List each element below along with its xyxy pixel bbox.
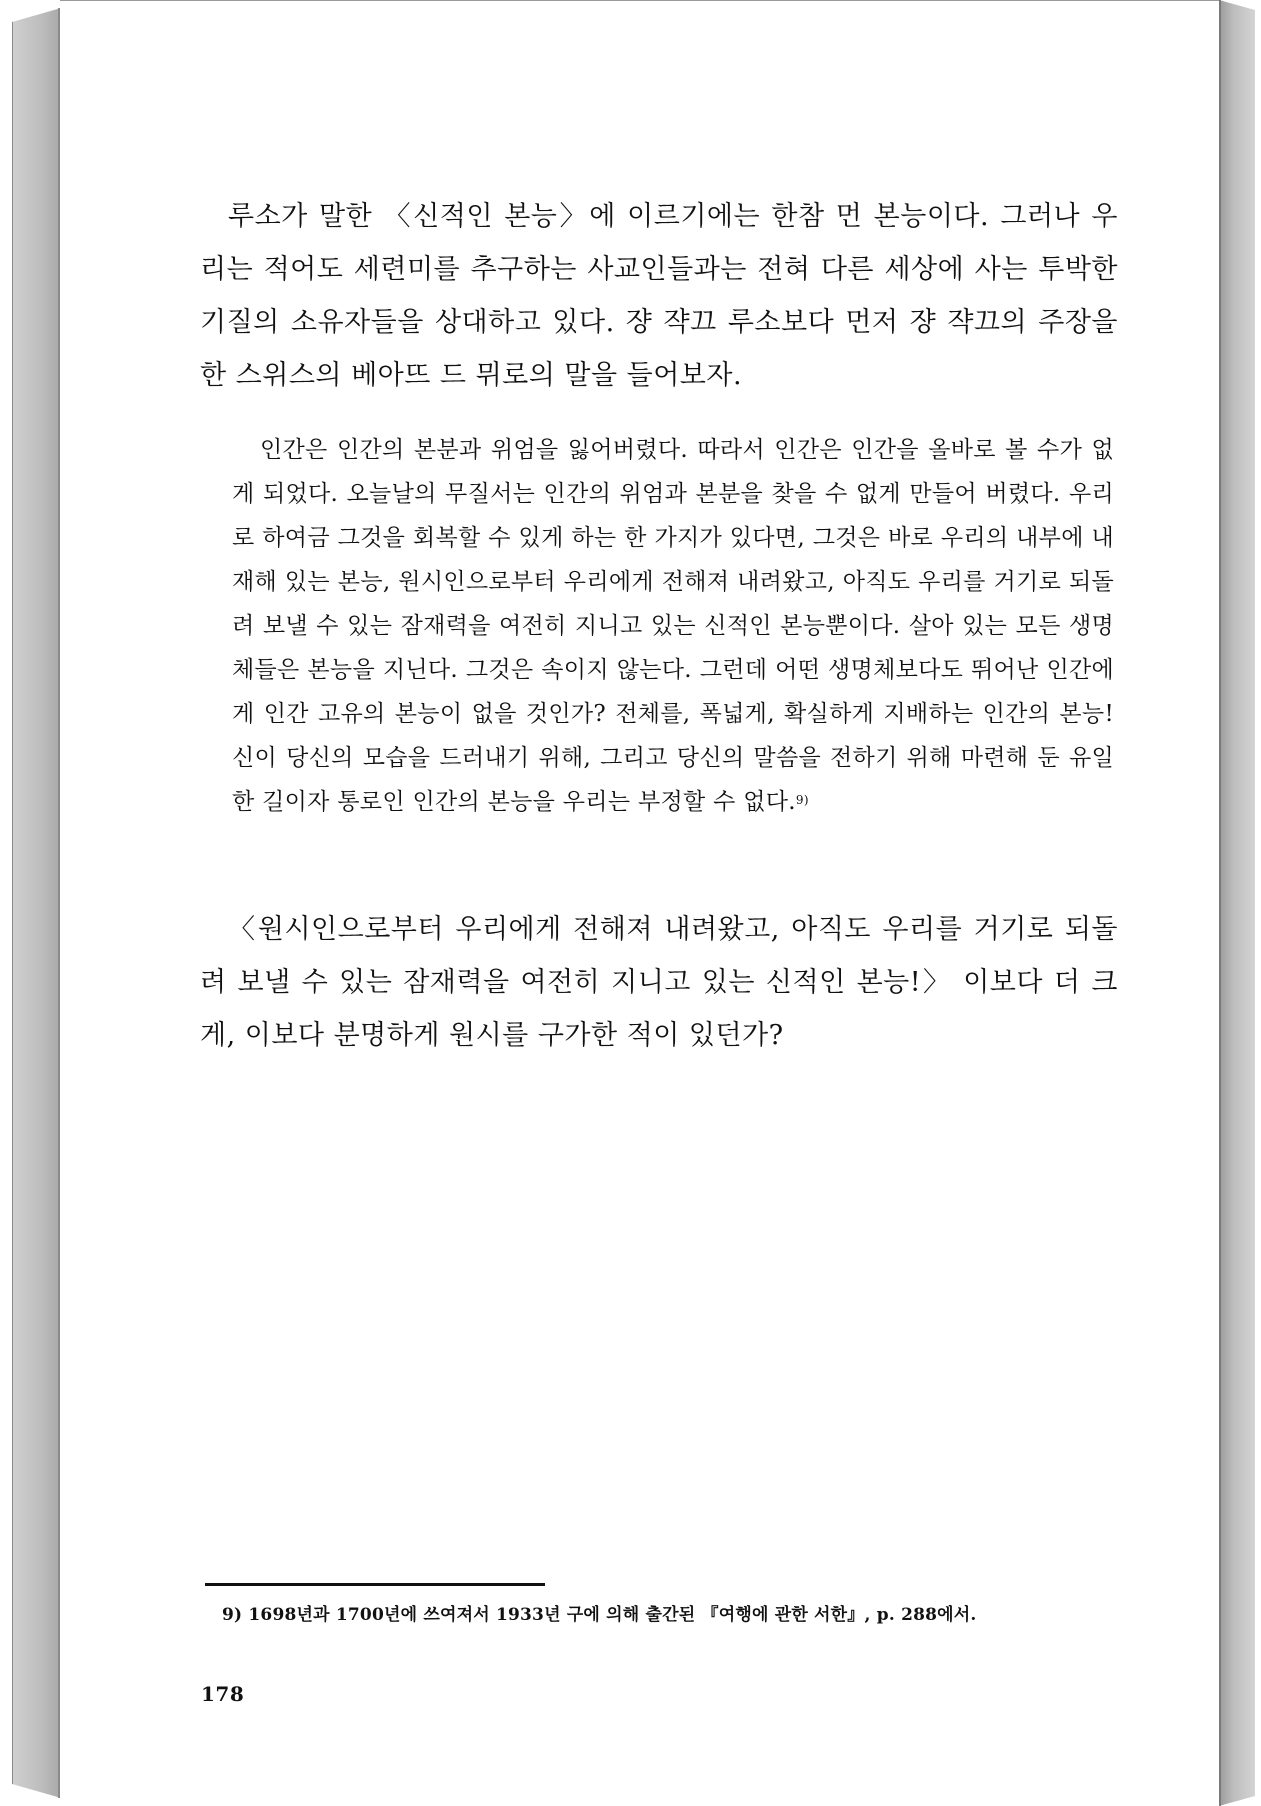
block-quote [232, 428, 1114, 824]
block-quote-text: 인간은 인간의 본분과 위엄을 잃어버렸다. 따라서 인간은 인간을 올바로 볼 수가 없게 되었다. 오늘날의 무질서는 인간의 위엄과 본분을 찾을 수 없게 만들어 버렸다. 우리로 하여금 그것을 회복할 수 있게 하는 한 가지가 있다면, 그것은 바로 우리의 내부에 내재해 있는 본능, 원시인으로부터 우리에게 전해져 내려왔고, 아직도 우리를 거기로 되돌려 보낼 수 있는 잠재력을 여전히 지니고 있는 신적인 본능뿐이다. 살아 있는 모든 생명체들은 본능을 지닌다. 그것은 속이지 않는다. 그런데 어떤 생명체보다도 뛰어난 인간에게 인간 고유의 본능이 없을 것인가? 전체를, 폭넓게, 확실하게 지배하는 인간의 본능! 신이 당신의 모습을 드러내기 위해, 그리고 당신의 말씀을 전하기 위해 마련해 둔 유일한 길이자 통로인 인간의 본능을 우리는 부정할 수 없다. [232, 437, 1114, 815]
body-paragraph-1: 루소가 말한 〈신적인 본능〉에 이르기에는 한참 먼 본능이다. 그러나 우리는 적어도 세련미를 추구하는 사교인들과는 전혀 다른 세상에 사는 투박한 기질의 소유자들을 상대하고 있다. 쟝 쟉끄 루소보다 먼저 쟝 쟉끄의 주장을 한 스위스의 베아뜨 드 뮈로의 말을 들어보자. [200, 201, 1118, 391]
footnote-reference-mark: 9) [795, 793, 809, 807]
right-page-edge [1219, 0, 1255, 1806]
footnote-separator-rule [205, 1583, 545, 1586]
footnote-text: 9) 1698년과 1700년에 쓰여져서 1933년 구에 의해 출간된 『여행에 관한 서한』, p. 288에서. [222, 1605, 977, 1625]
right-edge-divider-line [1219, 0, 1221, 1806]
page-number: 178 [201, 1682, 245, 1706]
body-paragraph-2: 〈원시인으로부터 우리에게 전해져 내려왔고, 아직도 우리를 거기로 되돌려 보낼 수 있는 잠재력을 여전히 지니고 있는 신적인 본능!〉 이보다 더 크게, 이보다 분명하게 원시를 구가한 적이 있던가? [200, 914, 1118, 1051]
page-spine-edge [12, 8, 61, 1798]
